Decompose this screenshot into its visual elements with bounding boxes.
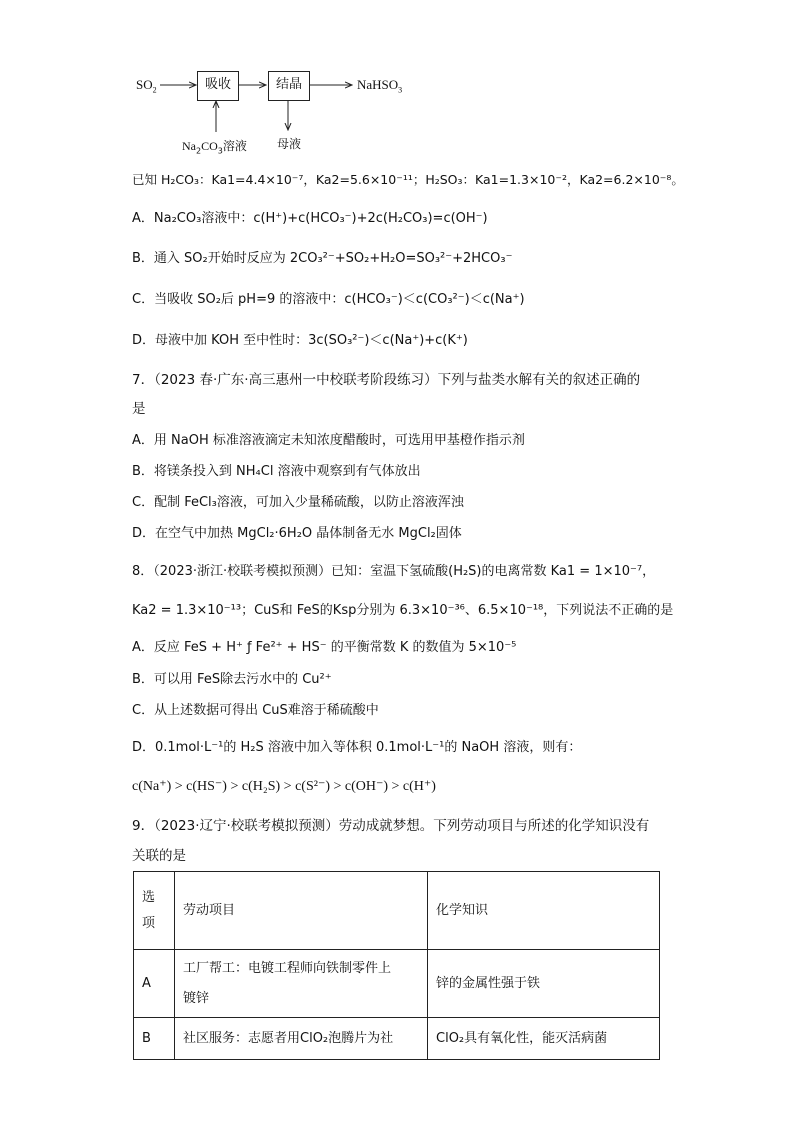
q7-stem: 7．（2023 春·广东·高三惠州一中校联考阶段练习）下列与盐类水解有关的叙述正确的 xyxy=(132,372,641,388)
absorb-box: 吸收 xyxy=(197,71,239,101)
header-chem: 化学知识 xyxy=(428,872,660,950)
q8-option-a: A．反应 FeS + H⁺ ƒ Fe²⁺ + HS⁻ 的平衡常数 K 的数值为 5×10⁻⁵ xyxy=(132,640,517,655)
crystallize-box: 结晶 xyxy=(268,71,310,101)
q7-option-a: A．用 NaOH 标准溶液滴定未知浓度醋酸时，可选用甲基橙作指示剂 xyxy=(132,433,525,448)
row-b-option: B xyxy=(134,1018,175,1060)
q7-option-c: C．配制 FeCl₃溶液，可加入少量稀硫酸，以防止溶液浑浊 xyxy=(132,495,464,510)
reagent-label: $Na_2CO_3$溶液 xyxy=(182,139,247,156)
header-option: 选 项 xyxy=(134,872,175,950)
header-labor: 劳动项目 xyxy=(175,872,428,950)
table-row xyxy=(134,950,660,1018)
q8-option-d-formula: c(Na⁺) > c(HS⁻) > c(H₂S) > c(S²⁻) > c(OH⁻) > c(H⁺) xyxy=(132,779,436,794)
q8-stem-cont: Ka2 = 1.3×10⁻¹³；CuS和 FeS的Ksp分别为 6.3×10⁻³⁶、6.5×10⁻¹⁸，下列说法不正确的是 xyxy=(132,603,674,618)
product-label: NaHSO$_3$ xyxy=(357,77,403,95)
so2-label: $SO_2$ xyxy=(136,77,157,95)
row-b-labor: 社区服务：志愿者用ClO₂泡腾片为社 xyxy=(175,1018,428,1060)
known-constants: 已知 H₂CO₃：Ka1=4.4×10⁻⁷，Ka2=5.6×10⁻¹¹；H₂SO₃：Ka1=1.3×10⁻²，Ka2=6.2×10⁻⁸。 xyxy=(132,172,684,187)
q8-stem: 8．（2023·浙江·校联考模拟预测）已知：室温下氢硫酸(H₂S)的电离常数 Ka1 = 1×10⁻⁷， xyxy=(132,564,656,579)
q6-option-b: B．通入 SO₂开始时反应为 2CO₃²⁻+SO₂+H₂O=SO₃²⁻+2HCO₃⁻ xyxy=(132,251,513,266)
q9-stem-cont: 关联的是 xyxy=(132,848,186,864)
q8-option-b: B．可以用 FeS除去污水中的 Cu²⁺ xyxy=(132,672,332,687)
q7-option-d: D．在空气中加热 MgCl₂·6H₂O 晶体制备无水 MgCl₂固体 xyxy=(132,526,462,541)
row-b-chem: ClO₂具有氧化性，能灭活病菌 xyxy=(428,1018,660,1060)
q7-stem-cont: 是 xyxy=(132,401,146,417)
row-a-option: A xyxy=(134,950,175,1018)
q6-option-c: C．当吸收 SO₂后 pH=9 的溶液中：c(HCO₃⁻)＜c(CO₃²⁻)＜c(Na⁺) xyxy=(132,292,525,307)
q9-stem: 9．（2023·辽宁·校联考模拟预测）劳动成就梦想。下列劳动项目与所述的化学知识没有 xyxy=(132,818,650,834)
q8-option-c: C．从上述数据可得出 CuS难溶于稀硫酸中 xyxy=(132,703,379,718)
q7-option-b: B．将镁条投入到 NH₄Cl 溶液中观察到有气体放出 xyxy=(132,464,421,479)
mother-liquor-label: 母液 xyxy=(277,137,302,151)
table-header-row xyxy=(134,872,660,950)
row-a-labor: 工厂帮工：电镀工程师向铁制零件上 镀锌 xyxy=(175,950,428,1018)
q6-option-d: D．母液中加 KOH 至中性时：3c(SO₃²⁻)＜c(Na⁺)+c(K⁺) xyxy=(132,333,468,348)
table-row xyxy=(134,1018,660,1060)
q8-option-d: D．0.1mol·L⁻¹的 H₂S 溶液中加入等体积 0.1mol·L⁻¹的 NaOH 溶液，则有： xyxy=(132,740,582,755)
labor-chem-table xyxy=(133,871,660,1060)
row-a-chem: 锌的金属性强于铁 xyxy=(428,950,660,1018)
q6-option-a: A．Na₂CO₃溶液中：c(H⁺)+c(HCO₃⁻)+2c(H₂CO₃)=c(OH⁻) xyxy=(132,211,488,226)
